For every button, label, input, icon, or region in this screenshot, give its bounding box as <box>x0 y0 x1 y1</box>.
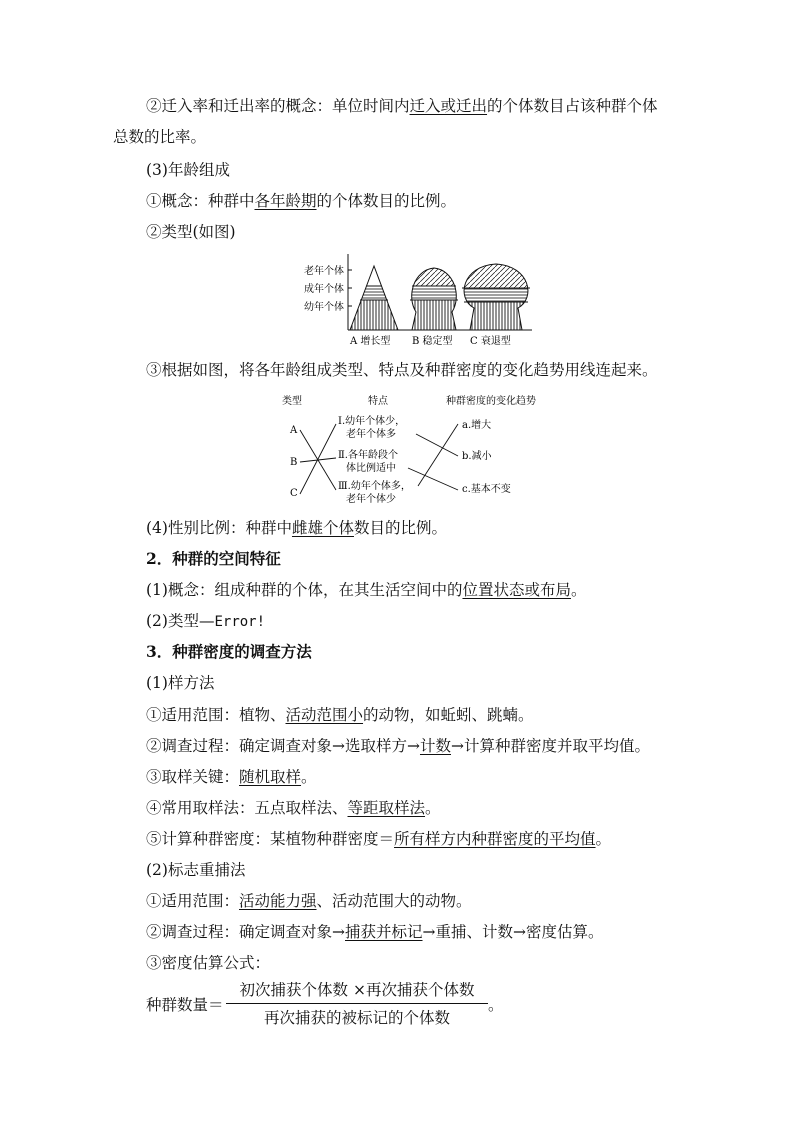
left-a: A <box>290 425 298 436</box>
age-types: ②类型(如图) <box>146 223 236 241</box>
type-a-label: A 增长型 <box>350 336 391 347</box>
mid-i-line1: Ⅰ.幼年个体少， <box>338 416 406 427</box>
formula-denominator: 再次捕获的被标记的个体数 <box>263 1009 450 1027</box>
right-b: b.减小 <box>462 451 492 462</box>
right-c: c.基本不变 <box>462 484 511 495</box>
underlined-term: 活动能力强 <box>239 892 317 910</box>
ylabel-adult: 成年个体 <box>304 284 344 295</box>
ylabel-old: 老年个体 <box>304 266 344 277</box>
error-text: Error! <box>214 614 266 630</box>
mid-iii-line2: 老年个体少 <box>346 494 396 505</box>
quadrat-sampling: ④常用取样法：五点取样法、等距取样法。 <box>146 799 441 817</box>
mid-i-line2: 老年个体多 <box>346 429 396 440</box>
formula-numerator: 初次捕获个体数 ×再次捕获个体数 <box>239 981 475 999</box>
type-b-label: B 稳定型 <box>412 336 453 347</box>
quadrat-key: ③取样关键：随机取样。 <box>146 768 317 786</box>
underlined-term: 位置状态或布局 <box>462 581 571 599</box>
left-b: B <box>290 457 298 468</box>
formula-lhs: 种群数量＝ <box>146 996 224 1014</box>
mid-iii-line1: Ⅲ.幼年个体多， <box>338 481 411 492</box>
matching-figure <box>280 390 550 510</box>
right-a: a.增大 <box>462 420 492 431</box>
spatial-types: (2)类型—Error! <box>146 612 266 630</box>
paragraph-migration-rate: ②迁入率和迁出率的概念：单位时间内迁入或迁出的个体数目占该种群个体 <box>146 97 658 115</box>
mid-ii-line2: 体比例适中 <box>346 463 396 474</box>
header-trend: 种群密度的变化趋势 <box>446 396 536 407</box>
mid-ii-line1: Ⅱ.各年龄段个 <box>338 450 398 461</box>
underlined-term: 各年龄期 <box>254 192 317 210</box>
underlined-term: 捕获并标记 <box>345 923 423 941</box>
heading-survey-methods: 3．种群密度的调查方法 <box>146 642 312 661</box>
underlined-term: 所有样方内种群密度的平均值 <box>394 830 596 848</box>
header-type: 类型 <box>282 396 302 407</box>
fraction-bar <box>226 1003 488 1004</box>
mark-process: ②调查过程：确定调查对象→捕获并标记→重捕、计数→密度估算。 <box>146 923 604 941</box>
pyramid-b-stable <box>400 262 470 330</box>
age-pyramid-figure <box>300 252 540 348</box>
sex-ratio: (4)性别比例：种群中雌雄个体数目的比例。 <box>146 519 447 537</box>
spatial-concept: (1)概念：组成种群的个体，在其生活空间中的位置状态或布局。 <box>146 581 587 599</box>
matching-instruction: ③根据如图，将各年龄组成类型、特点及种群密度的变化趋势用线连起来。 <box>146 361 658 379</box>
header-feature: 特点 <box>368 396 388 407</box>
underlined-term: 雌雄个体 <box>291 519 354 537</box>
underlined-term: 计数 <box>419 737 451 755</box>
heading-spatial-features: 2．种群的空间特征 <box>146 549 281 568</box>
quadrat-process: ②调查过程：确定调查对象→选取样方→计数→计算种群密度并取平均值。 <box>146 737 650 755</box>
heading-quadrat-method: (1)样方法 <box>146 674 215 692</box>
underlined-term: 随机取样 <box>239 768 302 786</box>
quadrat-scope: ①适用范围：植物、活动范围小的动物，如蚯蚓、跳蝻。 <box>146 706 534 724</box>
underlined-term: 活动范围小 <box>285 706 364 724</box>
paragraph-continuation: 总数的比率。 <box>113 128 207 146</box>
quadrat-density: ⑤计算种群密度：某植物种群密度＝所有样方内种群密度的平均值。 <box>146 830 612 848</box>
ylabel-young: 幼年个体 <box>304 302 344 313</box>
mark-scope: ①适用范围：活动能力强、活动范围大的动物。 <box>146 892 472 910</box>
heading-age-structure: (3)年龄组成 <box>146 161 230 179</box>
mark-formula-label: ③密度估算公式： <box>146 954 271 972</box>
left-c: C <box>290 488 298 499</box>
type-c-label: C 衰退型 <box>470 336 511 347</box>
formula-end: 。 <box>488 996 504 1014</box>
heading-mark-recapture: (2)标志重捕法 <box>146 861 246 879</box>
underlined-term: 迁入或迁出 <box>409 97 488 115</box>
underlined-term: 等距取样法 <box>347 799 426 817</box>
pyramid-a-growing <box>340 262 410 330</box>
age-concept: ①概念：种群中各年龄期的个体数目的比例。 <box>146 192 457 210</box>
